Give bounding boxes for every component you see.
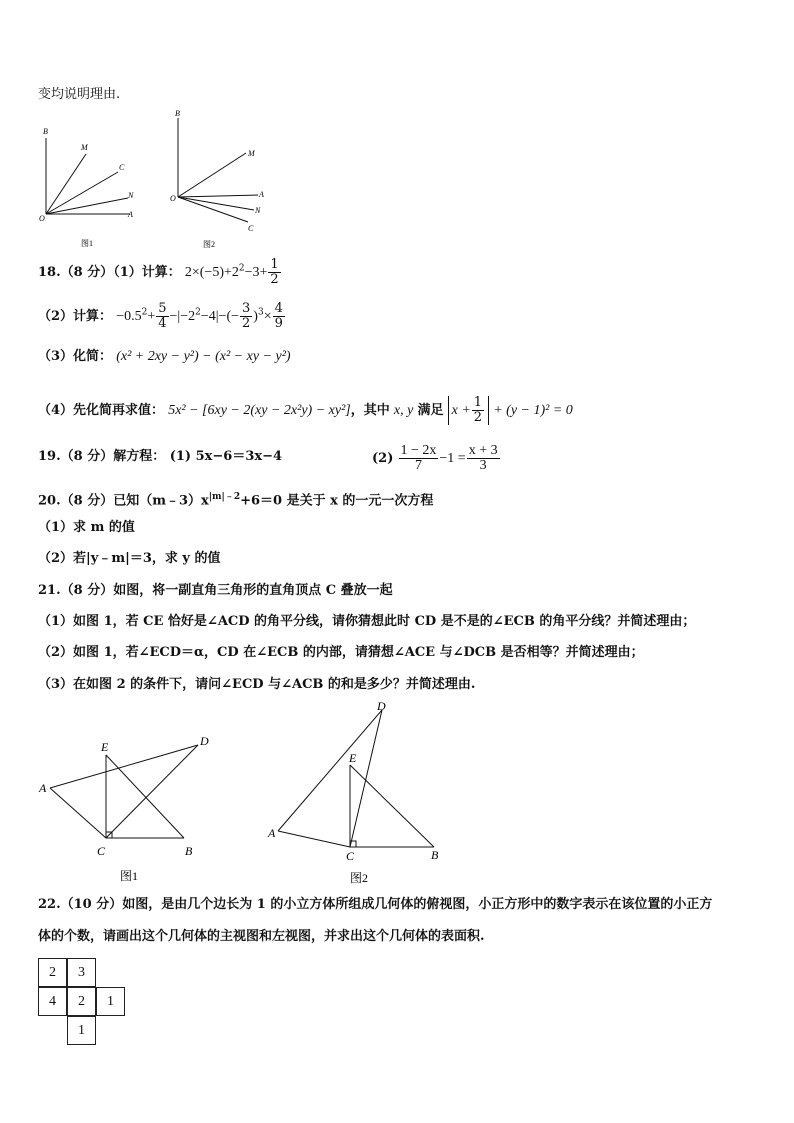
q18-part1 [38,258,282,287]
label-C: C [346,849,355,863]
q18-part2: （2）计算： $-0.5^2+$ $\frac{5}{4}$ $-|-2^2-4|-(-$ $\frac{3}{2}$ )$^3$× $\frac{4}{9}$ [38,301,283,331]
q19-line [38,448,282,466]
grid-cell: 1 [67,1016,96,1045]
label-B: B [175,109,180,118]
grid-cell: 2 [67,987,96,1016]
q19-eq1: (1) 5x−6＝3x−4 [169,449,283,464]
label-A: A [259,190,264,199]
label-B: B [185,844,193,858]
q18-p1-expr: 2×(−5)+2 [184,265,239,280]
q20-head: 20.（8 分）已知$(m﹣3)x^{|m|﹣2}+6=0$ 是关于 x 的一元一次方程 [38,492,434,509]
label-A: A [268,826,276,840]
label-C: C [97,844,106,858]
angle-figure-2 [170,108,290,253]
label-D: D [377,700,386,713]
intro-text: 变均说明理由. [38,87,121,102]
label-D: D [200,734,209,748]
grid-cell: 3 [67,958,96,987]
q18-p4-label: （4）先化简再求值： [38,403,165,418]
q21-p3: （3）在如图 2 的条件下，请问∠ECD 与∠ACB 的和是多少？并简述理由. [38,677,476,692]
label-E: E [101,740,109,754]
label-B: B [431,848,439,862]
q18-p1-frac: $\frac{1}{2}$ [270,257,279,287]
label-M: M [81,143,88,152]
label-N: N [255,206,261,215]
label-O: O [170,194,176,203]
q18-p3-expr: (x² + 2xy − y²) − (x² − xy − y²) [116,349,291,364]
fig-caption: 图1 [120,869,139,883]
label-B: B [43,127,48,136]
label-M: M [248,149,255,158]
q19-head: 19.（8 分）解方程： [38,449,166,464]
q18-p3-label: （3）化简： [38,349,113,364]
label-C: C [248,224,254,233]
label-C: C [119,163,125,172]
grid-cell: 1 [96,987,125,1016]
q18-head: 18.（8 分）（1）计算： [38,265,181,280]
q19-eq2: (2) $\frac{1 - 2x}{7}$ −1 = $\frac{x + 3}{3}$ [372,443,498,473]
triangle-figure-1 [38,730,218,890]
q21-p1: （1）如图 1，若 CE 恰好是∠ACD 的角平分线，请你猜想此时 CD 是不是的∠ECB 的角平分线？并简述理由； [38,614,696,629]
triangle-figure-2 [262,700,462,890]
q18-p4-abs: x + $\frac{1}{2}$ [448,396,489,425]
label-O: O [39,214,45,223]
fig-caption: 图2 [350,871,369,885]
q21-p2: （2）如图 1，若∠ECD＝α，CD 在∠ECB 的内部，请猜想∠ACE 与∠DCB 是否相等？并简述理由； [38,645,644,660]
q20-p1: （1）求 m 的值 [38,520,135,535]
q22-line1: 22.（10 分）如图，是由几个边长为 1 的小立方体所组成几何体的俯视图，小正方形中的数字表示在该位置的小正方 [38,897,713,912]
q18-p1-tail: −3+ [244,265,268,280]
q18-p1-exp: 2 [238,263,245,274]
q18-part4: （4）先化简再求值： 5x² − [6xy − 2(xy − 2x²y) − xy²]，其中 x, y 满足 x + $\frac{1}{2}$ + (y − 1)² = 0 [38,395,573,425]
q18-p2-label: （2）计算： [38,309,113,324]
label-E: E [349,751,357,765]
angle-figure-1 [38,118,158,258]
fig-caption: 图2 [203,240,215,249]
fig-caption: 图1 [81,239,93,248]
grid-cell: 4 [38,987,67,1016]
q22-line2: 体的个数，请画出这个几何体的主视图和左视图，并求出这个几何体的表面积. [38,929,485,944]
grid-cell: 2 [38,958,67,987]
q20-p2: （2）若|y﹣m|＝3，求 y 的值 [38,551,221,566]
q21-head: 21.（8 分）如图，将一副直角三角形的直角顶点 C 叠放一起 [38,583,393,598]
label-A: A [39,781,47,795]
label-A: A [128,210,133,219]
q18-p4-expr: 5x² − [6xy − 2(xy − 2x²y) − xy²] [168,403,351,418]
label-N: N [128,191,134,200]
q18-part3 [38,348,291,366]
